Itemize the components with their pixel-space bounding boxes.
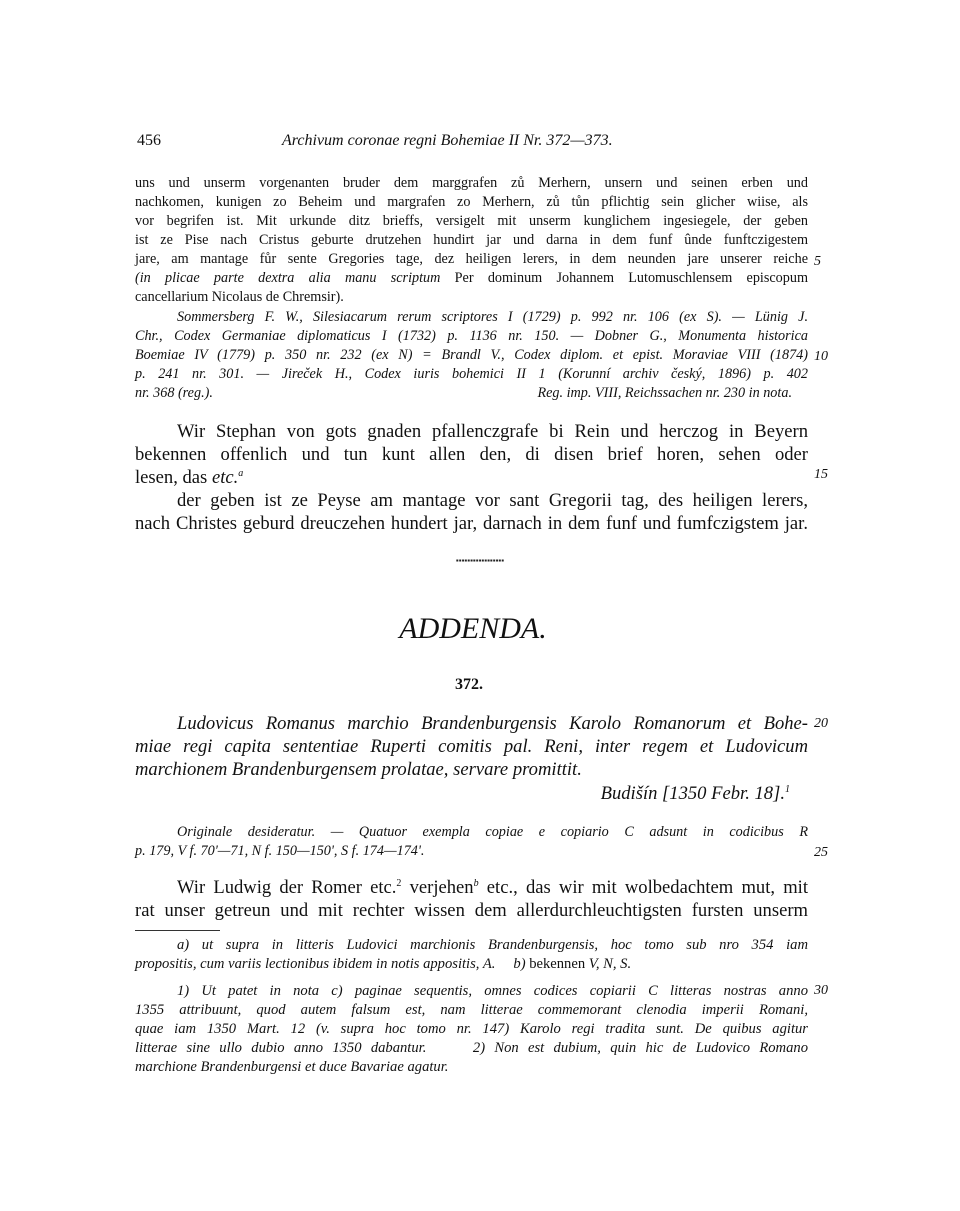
text-line: [135, 466, 808, 489]
text-line: ist ze Pise nach Cristus geburte drutzehen hundirt jar und darna in dem funf ûnde funftczigestem: [135, 232, 808, 248]
footnotes-numbers: [135, 982, 808, 1077]
bibliography-line: p. 241 nr. 301. — Jireček H., Codex iuris bohemici II 1 (Korunní archiv český, 1896) p. 402: [135, 366, 808, 382]
bibliography-line: [135, 384, 808, 403]
tradition-line: p. 179, V f. 70'—71, N f. 150—150', S f. 174—174'.: [135, 843, 425, 859]
addenda-heading: ADDENDA.: [399, 612, 547, 645]
text-line: nach Christes geburd dreuczehen hundert jar, darnach in dem funf und fumfczigstem jar.: [135, 513, 808, 534]
footnotes-letters: [135, 936, 808, 974]
italic-note: (in plicae parte dextra alia manu scriptum: [135, 270, 441, 286]
text-fragment: Wir Ludwig der Romer etc.: [177, 877, 397, 898]
regest: [135, 712, 808, 781]
regest-line: marchionem Brandenburgensem prolatae, servare promittit.: [135, 759, 582, 780]
footnote-a-line: a) ut supra in litteris Ludovici marchionis Brandenburgensis, hoc tomo sub nro 354 iam: [177, 937, 808, 953]
text-line: bekennen offenlich und tun kunt allen den, di disen brief horen, sehen oder: [135, 444, 808, 465]
bibliography-line: Sommersberg F. W., Silesiacarum rerum scriptores I (1729) p. 992 nr. 106 (ex S). — Lünig J.: [177, 309, 808, 325]
footnote-a-text: propositis, cum variis lectionibus ibidem in notis appositis, A.: [135, 956, 496, 972]
regest-line: miae regi capita sententiae Ruperti comitis pal. Reni, inter regem et Ludovicum: [135, 736, 808, 757]
footnote-line: litterae sine ullo dubio anno 1350 dabantur. 2) Non est dubium, quin hic de Ludovico Romano: [135, 1040, 808, 1056]
text-line: cancellarium Nicolaus de Chremsir).: [135, 289, 344, 305]
line-number: 5: [814, 254, 821, 269]
document-373-text: [135, 420, 808, 535]
etc-abbrev: etc.: [211, 467, 239, 488]
text-fragment: lesen, das: [135, 467, 212, 488]
footnote-b-text: bekennen: [525, 956, 589, 972]
footnote-line: 1) Ut patet in nota c) paginae sequentis, omnes codices copiarii C litteras nostras anno: [177, 983, 808, 999]
bibliography-line: Chr., Codex Germaniae diplomaticus I (1732) p. 1136 nr. 150. — Dobner G., Monumenta historica: [135, 328, 808, 344]
page-number: 456: [137, 132, 161, 149]
line-number: 20: [814, 716, 828, 731]
place-date-text: Budišín [1350 Febr. 18].: [600, 783, 785, 804]
text-line: Wir Stephan von gots gnaden pfallenczgrafe bi Rein und herczog in Beyern: [177, 421, 808, 442]
text-fragment: verjehen: [401, 877, 474, 898]
section-separator: ▪▪▪▪▪▪▪▪▪▪▪▪▪▪▪▪▪: [455, 556, 505, 565]
line-number: 10: [814, 349, 828, 364]
text-line: jare, am mantage fůr sente Gregories tage, dez heiligen lerers, in dem neunden jare unserer reiche: [135, 251, 808, 267]
addenda-text: [135, 876, 808, 922]
line-number: 25: [814, 845, 828, 860]
footnote-line: quae iam 1350 Mart. 12 (v. supra hoc tomo nr. 147) Karolo regi tradita sunt. De quibus agitur: [135, 1021, 808, 1037]
text-line: rat unser getreun und mit rechter wissen dem allerdurchleuchtigsten fursten unserm: [135, 900, 808, 921]
place-date: [601, 782, 790, 805]
previous-document-text: [135, 174, 808, 307]
text-fragment: etc., das wir mit wolbedachtem mut, mit: [478, 877, 809, 898]
bibliography-line: Boemiae IV (1779) p. 350 nr. 232 (ex N) = Brandl V., Codex diplom. et epist. Moraviae VIII (1874): [135, 347, 808, 363]
footnote-line: [135, 955, 808, 974]
footnote-marker: 2: [396, 877, 402, 889]
running-title: Archivum coronae regni Bohemiae II Nr. 372—373.: [282, 132, 613, 149]
footnote-marker: 1: [785, 783, 790, 795]
text-fragment: Per dominum Johannem Lutomuschlensem episcopum: [440, 270, 808, 286]
text-line: uns und unserm vorgenanten bruder dem marggrafen zů Merhern, unsern und seinen erben und: [135, 175, 808, 191]
footnote-rule: [135, 930, 220, 931]
footnote-b-label: b): [513, 956, 526, 972]
text-line: [135, 269, 808, 288]
footnote-b-sigla: V, N, S.: [588, 956, 632, 972]
line-number: 15: [814, 467, 828, 482]
text-line: nachkomen, kunigen zo Beheim und margrafen zo Merhern, zů tůn pflichtig sein glicher wiise, als: [135, 194, 808, 210]
bibliography: [135, 308, 808, 403]
footnote-line: 1355 attribuunt, quod autem falsum est, nam litterae commemorant clenodia imperii Romani,: [135, 1002, 808, 1018]
bibliography-fragment: nr. 368 (reg.).: [135, 385, 213, 401]
text-line: der geben ist ze Peyse am mantage vor sant Gregorii tag, des heiligen lerers,: [177, 490, 808, 511]
tradition-line: Originale desideratur. — Quatuor exempla copiae e copiario C adsunt in codicibus R: [177, 824, 808, 840]
text-line: [135, 876, 808, 899]
footnote-marker: b: [473, 877, 479, 889]
footnote-marker: a: [238, 467, 244, 479]
tradition-note: [135, 823, 808, 861]
regesta-reference: Reg. imp. VIII, Reichssachen nr. 230 in nota.: [537, 385, 792, 401]
document-number: 372.: [455, 676, 483, 693]
line-number: 30: [814, 983, 828, 998]
regest-line: Ludovicus Romanus marchio Brandenburgensis Karolo Romanorum et Bohe-: [177, 713, 808, 734]
footnote-line: marchione Brandenburgensi et duce Bavariae agatur.: [135, 1059, 449, 1075]
text-line: vor begrifen ist. Mit urkunde ditz brieffs, versigelt mit unserm kunglichem ingesiegele, der geben: [135, 213, 808, 229]
